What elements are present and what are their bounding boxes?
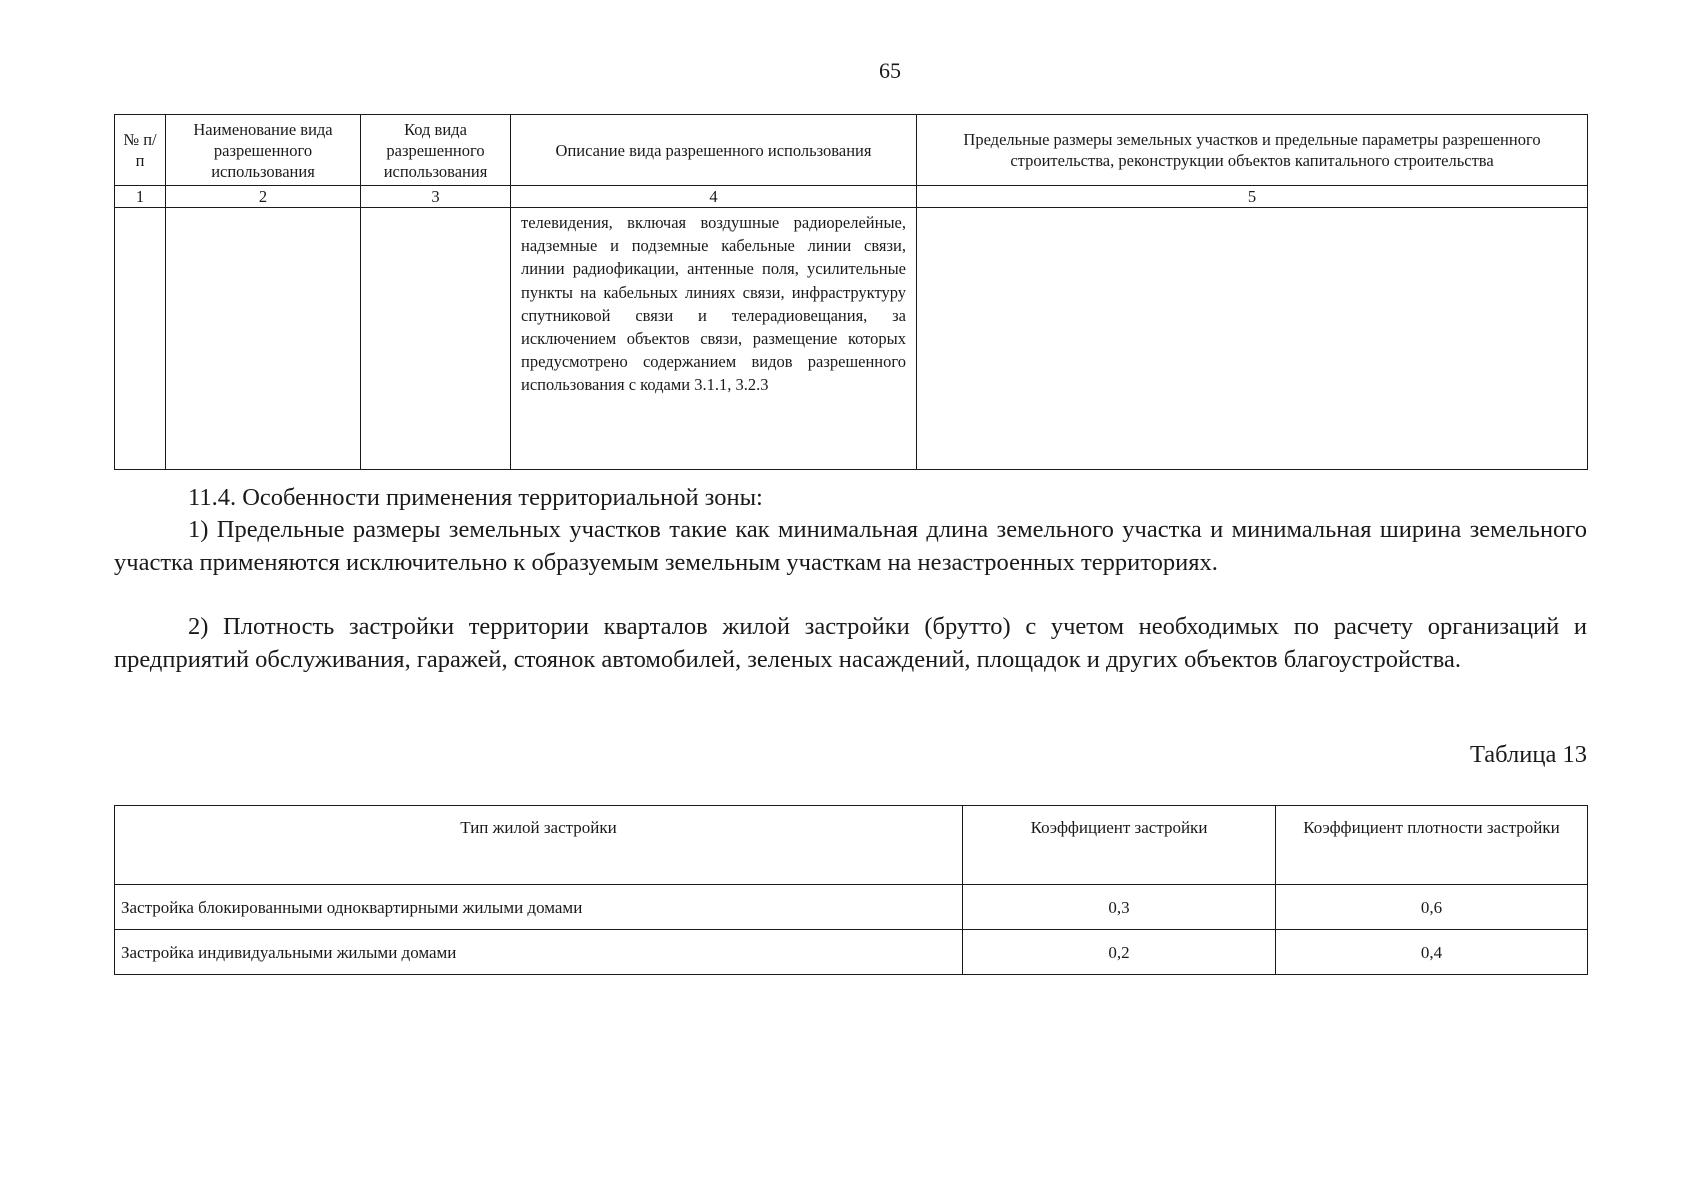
table-row [115,885,1588,930]
header-use-name: Наименование вида разрешенного использования [166,115,361,186]
column-number-row [115,186,1588,208]
cell-density-coefficient: 0,6 [1276,885,1588,930]
density-table [114,805,1588,975]
land-use-table [114,114,1588,470]
paragraph-1: 1) Предельные размеры земельных участков такие как минимальная длина земельного участка и минимальная ширина земельного участка применяются исключительно к образуемым земельным участкам на незастроенных территориях. [114,516,1587,576]
cell-building-type: Застройка индивидуальными жилыми домами [115,930,963,975]
header-building-type: Тип жилой застройки [115,806,963,885]
cell-density-coefficient: 0,4 [1276,930,1588,975]
header-building-coefficient: Коэффициент застройки [963,806,1276,885]
column-number: 5 [917,186,1588,208]
header-use-code: Код вида разрешенного использования [361,115,511,186]
header-use-description: Описание вида разрешенного использования [511,115,917,186]
header-number: № п/п [115,115,166,186]
cell-building-coefficient: 0,3 [963,885,1276,930]
table-caption: Таблица 13 [1469,741,1587,768]
column-number: 4 [511,186,917,208]
section-heading: 11.4. Особенности применения территориальной зоны: [188,484,763,511]
cell-building-coefficient: 0,2 [963,930,1276,975]
paragraph-2: 2) Плотность застройки территории кварталов жилой застройки (брутто) с учетом необходимых по расчету организаций и предприятий обслуживания, гаражей, стоянок автомобилей, зеленых насаждений, площадок и других объектов благоустройства. [114,613,1587,673]
table-header-row [115,806,1588,885]
table-row [115,930,1588,975]
column-number: 2 [166,186,361,208]
cell-use-name [166,208,361,470]
table-header-row [115,115,1588,186]
cell-use-description: телевидения, включая воздушные радиорелейные, надземные и подземные кабельные линии связи, линии радиофикации, антенные поля, усилительные пункты на кабельных линиях связи, инфраструктуру спутниковой связи и телерадиовещания, за исключением объектов связи, размещение которых предусмотрено содержанием видов разрешенного использования с кодами 3.1.1, 3.2.3 [511,208,917,470]
table-row [115,208,1588,470]
header-density-coefficient: Коэффициент плотности застройки [1276,806,1588,885]
column-number: 1 [115,186,166,208]
page-number: 65 [879,58,901,83]
cell-number [115,208,166,470]
column-number: 3 [361,186,511,208]
cell-limit-parameters [917,208,1588,470]
header-limit-parameters: Предельные размеры земельных участков и предельные параметры разрешенного строительства, реконструкции объектов капитального строительства [917,115,1588,186]
cell-use-code [361,208,511,470]
cell-building-type: Застройка блокированными одноквартирными жилыми домами [115,885,963,930]
